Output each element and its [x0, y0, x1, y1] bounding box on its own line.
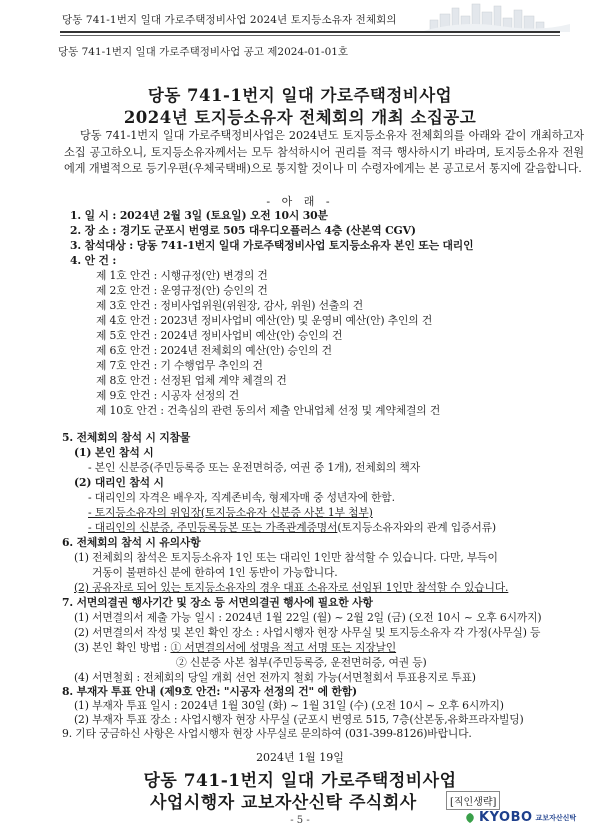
section6-p2: (2) 공유자로 되어 있는 토지등소유자의 경우 대표 소유자로 선임된 1인만 참석할 수 있습니다. [74, 581, 509, 594]
target-label: 3. 참석대상 : [70, 239, 134, 252]
date-row [70, 208, 328, 223]
section6-p1-line2: 거동이 불편하신 분에 한하여 1인 동반이 가능합니다. [92, 566, 338, 579]
skyline-illustration [420, 2, 570, 32]
intro-paragraph: 당동 741-1번지 일대 가로주택정비사업은 2024년도 토지등소유자 전체회의를 아래와 같이 개최하고자 소집 공고하오니, 토지등소유자께서는 모두 참석하시어 권리를 적극 행사하시기 바라며, 토지등소유자 전원에게 개별적으로 등기우편(우체국택배)으로 통지할 것이나 미 수령자에게는 본 공고로서 통지에 갈음합니다. [64, 129, 584, 175]
place-value: 경기도 군포시 번영로 505 대우디오플러스 4층 (산본역 CGV) [119, 224, 416, 237]
section7-p2: (2) 서면결의서 작성 및 본인 확인 장소 : 사업시행자 현장 사무실 및 토지등소유자 각 가정(사무실) 등 [74, 626, 541, 639]
section6-title: 6. 전체회의 참석 시 유의사항 [62, 536, 201, 549]
footer-org-line2: 사업시행자 교보자산신탁 주식회사 [150, 793, 417, 813]
section5-sub1-item: - 본인 신분증(주민등록증 또는 운전면허증, 여권 중 1개), 전체회의 책자 [88, 461, 420, 474]
target-row [70, 238, 473, 253]
agenda-item: 제 2호 안건 : 운영규정(안) 승인의 건 [96, 284, 268, 297]
page-number: - 5 - [290, 815, 310, 826]
agenda-item: 제 9호 안건 : 시공자 선정의 건 [96, 389, 239, 402]
section7-p3-item2: ② 신분증 사본 첨부(주민등록증, 운전면허증, 여권 등) [176, 656, 427, 669]
footer-org-line1: 당동 741-1번지 일대 가로주택정비사업 [143, 771, 457, 791]
section6-p1-line1: (1) 전체회의 참석은 토지등소유자 1인 또는 대리인 1인만 참석할 수 있습니다. 다만, 부득이 [74, 551, 498, 564]
section9: 9. 기타 궁금하신 사항은 사업시행자 현장 사무실로 문의하여 (031-399-8126)바랍니다. [62, 727, 472, 740]
agenda-item: 제 6호 안건 : 2024년 전체회의 예산(안) 승인의 건 [96, 344, 332, 357]
header-title: 당동 741-1번지 일대 가로주택정비사업 2024년 토지등소유자 전체회의 [62, 14, 397, 26]
section7-p3 [74, 640, 396, 655]
section5-title: 5. 전체회의 참석 시 지참물 [62, 431, 191, 444]
date-label: 1. 일 시 : [70, 209, 117, 222]
document-title-line2: 2024년 토지등소유자 전체회의 개최 소집공고 [123, 108, 477, 127]
seal-omitted: [직인생략] [446, 791, 500, 810]
notice-number: 당동 741-1번지 일대 가로주택정비사업 공고 제2024-01-01호 [58, 46, 349, 58]
section5-sub2: (2) 대리인 참석 시 [74, 476, 164, 489]
target-value: 당동 741-1번지 일대 가로주택정비사업 토지등소유자 본인 또는 대리인 [136, 239, 474, 252]
kyobo-logo [464, 810, 576, 825]
page-header [0, 0, 600, 60]
section7-p3-label: (3) 본인 확인 방법 : [74, 641, 168, 654]
agenda-label: 4. 안 건 : [70, 254, 117, 267]
agenda-item: 제 8호 안건 : 선정된 업체 계약 체결의 건 [96, 374, 287, 387]
footer-date: 2024년 1월 19일 [256, 751, 344, 764]
section5-sub2-item3b: (토지등소유자와의 관계 입증서류) [337, 521, 496, 534]
section8-title: 8. 부재자 투표 안내 (제9호 안건: "시공자 선정의 건" 에 한함) [62, 685, 357, 698]
section7-p1: (1) 서면결의서 제출 가능 일시 : 2024년 1월 22일 (월) ~ 2월 2일 (금) (오전 10시 ~ 오후 6시까지) [74, 611, 542, 624]
place-label: 2. 장 소 : [70, 224, 117, 237]
ara-divider: - 아 래 - [266, 195, 334, 208]
section8-p1: (1) 부재자 투표 일시 : 2024년 1월 30일 (화) ~ 1월 31일 (수) (오전 10시 ~ 오후 6시까지) [74, 699, 504, 712]
logo-text: KYOBO [479, 810, 533, 825]
header-divider-thin [60, 35, 560, 36]
agenda-item: 제 3호 안건 : 정비사업위원(위원장, 감사, 위원) 선출의 건 [96, 299, 364, 312]
agenda-item: 제 5호 안건 : 2024년 정비사업비 예산(안) 승인의 건 [96, 329, 343, 342]
section8-p2: (2) 부재자 투표 장소 : 사업시행자 현장 사무실 (군포시 번영로 515, 7층(산본동,유화프라자빌딩) [74, 713, 524, 726]
leaf-icon [464, 812, 476, 824]
place-row [70, 223, 416, 238]
header-divider [60, 31, 560, 33]
agenda-item: 제 10호 안건 : 건축심의 관련 동의서 제출 안내업체 선정 및 계약체결의 건 [96, 404, 441, 417]
section7-title: 7. 서면의결권 행사기간 및 장소 등 서면의결권 행사에 필요한 사항 [62, 596, 373, 609]
section5-sub2-item1: - 대리인의 자격은 배우자, 직계존비속, 형제자매 중 성년자에 한함. [88, 491, 395, 504]
agenda-item: 제 7호 안건 : 기 수행업무 추인의 건 [96, 359, 263, 372]
section7-p4: (4) 서면철회 : 전체회의 당일 개회 선언 전까지 철회 가능(서면철회서 투표용지로 투표) [74, 671, 476, 684]
section5-sub1: (1) 본인 참석 시 [74, 446, 154, 459]
section5-sub2-item3 [88, 520, 496, 535]
logo-subtext: 교보자산신탁 [535, 813, 577, 822]
agenda-item: 제 4호 안건 : 2023년 정비사업비 예산(안) 및 운영비 예산(안) 추인의 건 [96, 314, 433, 327]
section5-sub2-item2: - 토지등소유자의 위임장(토지등소유자 신분증 사본 1부 첨부) [88, 506, 373, 519]
agenda-item: 제 1호 안건 : 시행규정(안) 변경의 건 [96, 269, 268, 282]
section7-p3-item1: ① 서면결의서에 성명을 적고 서명 또는 지장날인 [170, 641, 397, 654]
document-title-line1: 당동 741-1번지 일대 가로주택정비사업 [147, 86, 453, 105]
date-value: 2024년 2월 3일 (토요일) 오전 10시 30분 [119, 209, 328, 222]
section5-sub2-item3a: - 대리인의 신분증, 주민등록등본 또는 가족관계증명서 [88, 521, 338, 534]
